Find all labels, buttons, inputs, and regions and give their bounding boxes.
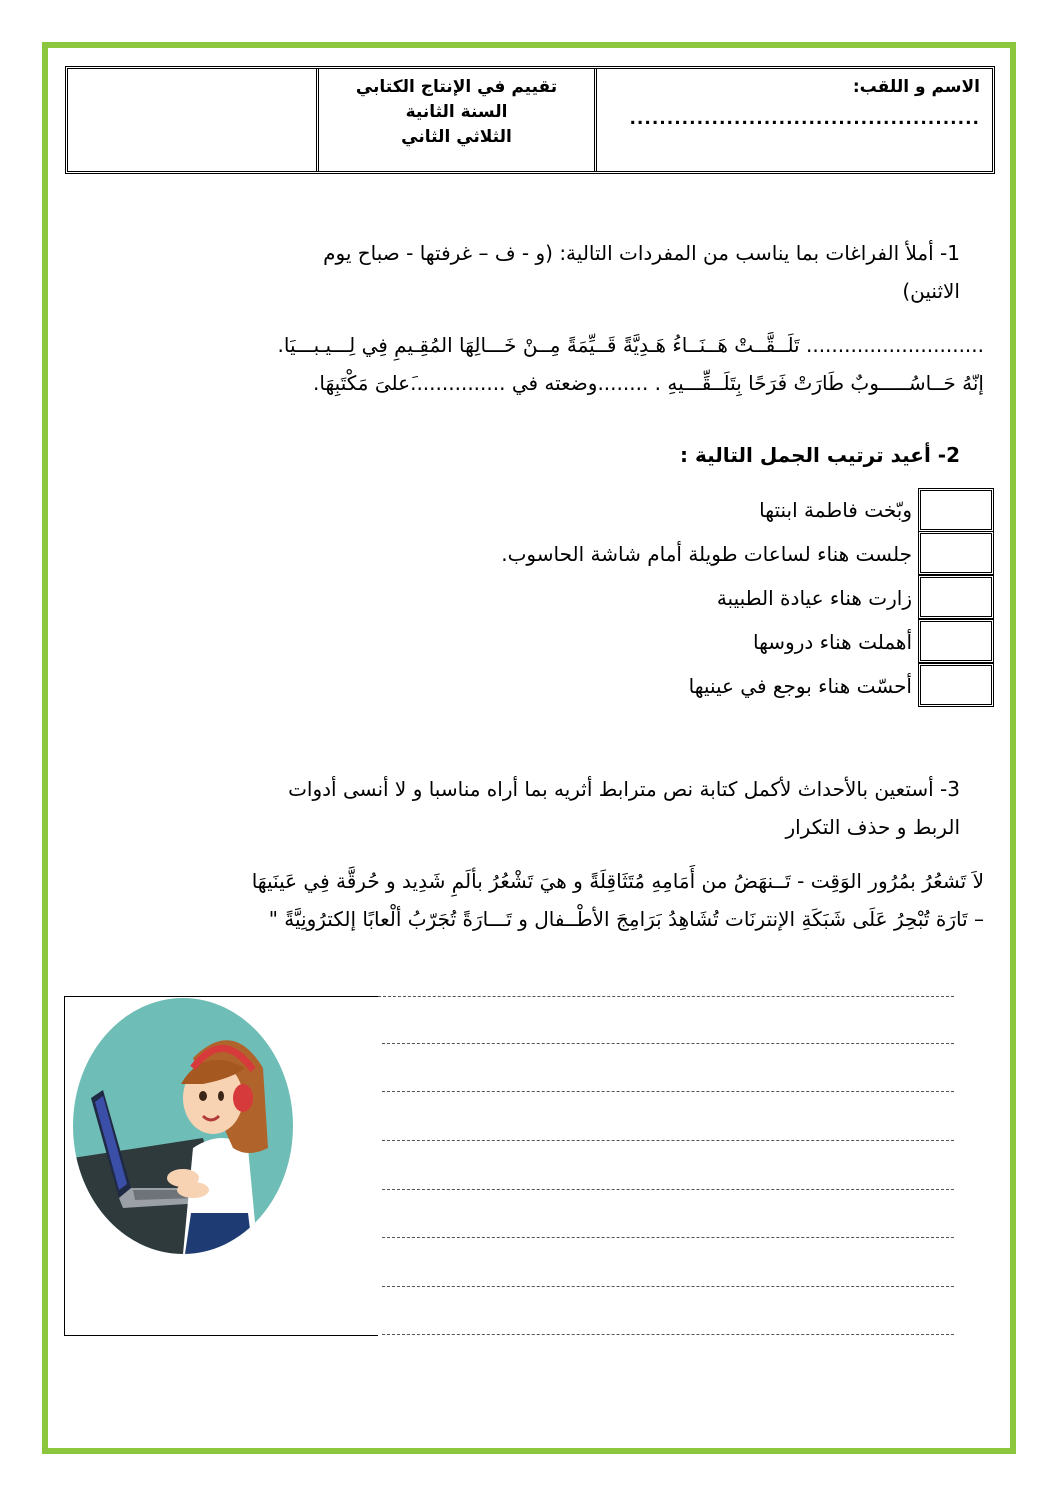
name-label: الاسم و اللقب: [852, 77, 980, 97]
order-number-box[interactable] [918, 575, 994, 619]
sentence-text: زارت هناء عيادة الطبيبة [716, 586, 912, 610]
q3-text-line1: لاَ تَشعُرُ بمُرُور الوَقِت - تَــنهَضُ من أَمَامِهِ مُتَثَاقِلَةً و هيَ تَشْعُرُ بألَمِ شَدِيد و حُرقَّة فِي عَينَيهَا [251, 869, 984, 893]
q2-title: 2- أعيد ترتيب الجمل التالية : [680, 443, 960, 467]
girl-at-laptop-illustration [73, 998, 293, 1254]
order-row [294, 488, 994, 532]
title-cell [316, 69, 594, 171]
name-cell [594, 69, 992, 171]
order-number-box[interactable] [918, 663, 994, 707]
order-list [294, 488, 994, 708]
order-row [294, 576, 994, 620]
sentence-text: وبّخت فاطمة ابنتها [759, 498, 912, 522]
grade-level: السنة الثانية [405, 102, 508, 122]
empty-cell [68, 69, 316, 171]
sentence-text: أحسّت هناء بوجع في عينيها [688, 674, 912, 698]
q3-title-line2: الربط و حذف التكرار [785, 815, 960, 839]
writing-line[interactable] [382, 1189, 954, 1190]
q3-title [115, 770, 960, 846]
q1-text [64, 326, 984, 402]
order-row [294, 664, 994, 708]
q1-text-line2: إنّهُ حَــاسُـــــوبٌ طَارَتْ فَرَحًا بِتَلَــقِّـــيهِ . ........وضعته في ...............َعلىَ مَكْتَبِهَا. [313, 371, 984, 395]
q3-text [64, 862, 984, 938]
test-title: تقييم في الإنتاج الكتابي [355, 77, 558, 97]
header-table [65, 66, 995, 174]
girl-laptop-icon [73, 998, 293, 1254]
order-number-box[interactable] [918, 488, 994, 532]
writing-line[interactable] [378, 996, 954, 997]
q3-title-line1: 3- أستعين بالأحداث لأكمل كتابة نص مترابط أثريه بما أراه مناسبا و لا أنسى أدوات [288, 777, 960, 801]
sentence-text: أهملت هناء دروسها [752, 630, 912, 654]
term-label: الثلاثي الثاني [401, 127, 512, 147]
writing-line[interactable] [382, 1334, 954, 1335]
q1-title-line2: الاثنين) [902, 279, 960, 303]
order-number-box[interactable] [918, 531, 994, 575]
writing-line[interactable] [382, 1140, 954, 1141]
q1-title [115, 234, 960, 310]
writing-line[interactable] [382, 1286, 954, 1287]
order-number-box[interactable] [918, 619, 994, 663]
q3-text-line2: – تَارَة تُبْحِرُ عَلَى شَبَكَةِ الإنترنَات تُشَاهِدُ بَرَامِجَ الأطْــفال و تَـــارَةً تُجَرّبُ ألْعابًا إلكترُونِيَّةً " [268, 907, 984, 931]
q1-text-line1: ............................ تَلَــقَّــتْ هَــنَــاءُ هَـدِيَّةً قَــيِّمَةً مِــنْ خَـــالِهَا المُقِـيمِ فِي لِـــيـبـــيَا. [277, 333, 984, 357]
writing-line[interactable] [382, 1237, 954, 1238]
writing-line[interactable] [382, 1043, 954, 1044]
order-row [294, 620, 994, 664]
writing-line[interactable] [382, 1091, 954, 1092]
sentence-text: جلست هناء لساعات طويلة أمام شاشة الحاسوب. [501, 542, 912, 566]
q1-title-line1: 1- أملأ الفراغات بما يناسب من المفردات التالية: (و - ف – غرفتها - صباح يوم [323, 241, 960, 265]
name-blank: ............................................... [629, 109, 980, 129]
order-row [294, 532, 994, 576]
